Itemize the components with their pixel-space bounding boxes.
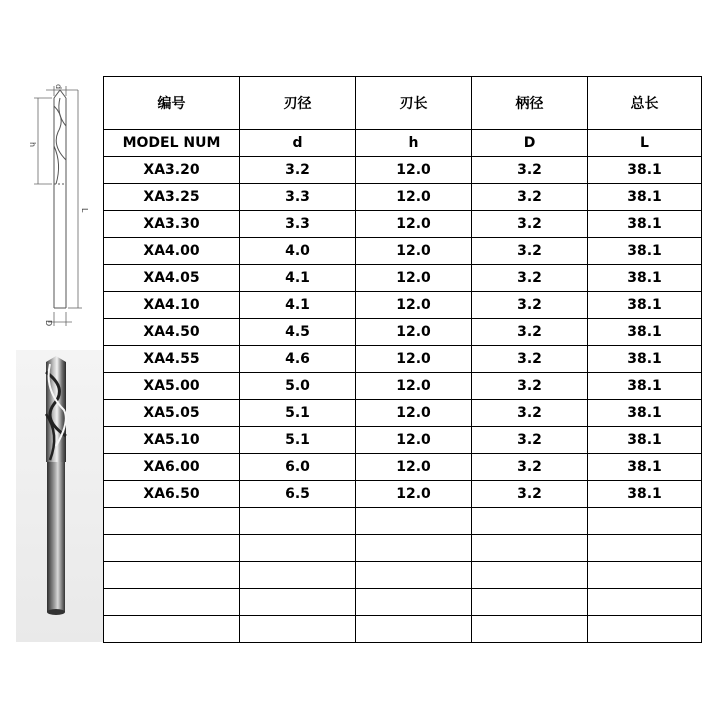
drill-photo <box>16 350 104 642</box>
model-cell: XA4.10 <box>104 292 240 319</box>
model-cell: XA3.20 <box>104 157 240 184</box>
model-cell <box>104 616 240 643</box>
shank-diameter-cell: 3.2 <box>472 211 588 238</box>
flute-length-cell: 12.0 <box>356 373 472 400</box>
table-row <box>104 265 702 292</box>
model-cell: XA5.10 <box>104 427 240 454</box>
flute-length-cell: 12.0 <box>356 292 472 319</box>
flute-length-cell <box>356 535 472 562</box>
table-row <box>104 292 702 319</box>
cutting-diameter-cell <box>240 562 356 589</box>
dim-label-L: L <box>80 208 89 213</box>
header-en-shank-diameter-cell: D <box>472 130 588 157</box>
model-cell: XA6.50 <box>104 481 240 508</box>
flute-length-cell <box>356 616 472 643</box>
dim-label-D: D <box>44 320 53 327</box>
shank-diameter-cell: 3.2 <box>472 481 588 508</box>
table-row <box>104 211 702 238</box>
header-cn-model-cell: 编号 <box>104 77 240 130</box>
drill-photo-svg <box>16 350 104 642</box>
dim-label-d: d <box>54 84 63 90</box>
model-cell: XA4.05 <box>104 265 240 292</box>
spec-table <box>103 76 702 643</box>
header-cn-flute-length-cell: 刃长 <box>356 77 472 130</box>
overall-length-cell: 38.1 <box>588 157 702 184</box>
dim-label-h: h <box>28 142 37 148</box>
cutting-diameter-cell <box>240 589 356 616</box>
overall-length-cell <box>588 535 702 562</box>
table-row <box>104 184 702 211</box>
model-cell: XA6.00 <box>104 454 240 481</box>
cutting-diameter-cell: 4.1 <box>240 265 356 292</box>
cutting-diameter-cell: 3.3 <box>240 211 356 238</box>
header-en-flute-length-cell: h <box>356 130 472 157</box>
overall-length-cell: 38.1 <box>588 454 702 481</box>
flute-length-cell: 12.0 <box>356 211 472 238</box>
drill-diagram-svg <box>16 76 104 344</box>
header-en-model-cell: MODEL NUM <box>104 130 240 157</box>
flute-length-cell: 12.0 <box>356 157 472 184</box>
table-row <box>104 157 702 184</box>
overall-length-cell: 38.1 <box>588 481 702 508</box>
shank-diameter-cell <box>472 616 588 643</box>
overall-length-cell: 38.1 <box>588 346 702 373</box>
header-en-cutting-diameter-cell: d <box>240 130 356 157</box>
cutting-diameter-cell <box>240 616 356 643</box>
overall-length-cell <box>588 589 702 616</box>
cutting-diameter-cell: 6.0 <box>240 454 356 481</box>
cutting-diameter-cell: 4.6 <box>240 346 356 373</box>
model-cell: XA5.05 <box>104 400 240 427</box>
flute-length-cell: 12.0 <box>356 454 472 481</box>
shank-diameter-cell: 3.2 <box>472 157 588 184</box>
cutting-diameter-cell <box>240 535 356 562</box>
cutting-diameter-cell <box>240 508 356 535</box>
empty-table-row <box>104 508 702 535</box>
header-en-overall-length-cell: L <box>588 130 702 157</box>
overall-length-cell: 38.1 <box>588 211 702 238</box>
flute-length-cell <box>356 562 472 589</box>
header-cn-overall-length-cell: 总长 <box>588 77 702 130</box>
flute-length-cell: 12.0 <box>356 319 472 346</box>
header-row-english <box>104 130 702 157</box>
model-cell: XA4.00 <box>104 238 240 265</box>
model-cell: XA3.30 <box>104 211 240 238</box>
empty-table-row <box>104 589 702 616</box>
model-cell: XA5.00 <box>104 373 240 400</box>
table-row <box>104 319 702 346</box>
header-cn-cutting-diameter-cell: 刃径 <box>240 77 356 130</box>
model-cell <box>104 508 240 535</box>
flute-length-cell: 12.0 <box>356 481 472 508</box>
table-row <box>104 481 702 508</box>
empty-table-row <box>104 535 702 562</box>
empty-table-row <box>104 562 702 589</box>
overall-length-cell: 38.1 <box>588 400 702 427</box>
cutting-diameter-cell: 4.1 <box>240 292 356 319</box>
shank-diameter-cell <box>472 535 588 562</box>
shank-diameter-cell: 3.2 <box>472 184 588 211</box>
overall-length-cell: 38.1 <box>588 319 702 346</box>
cutting-diameter-cell: 3.3 <box>240 184 356 211</box>
shank-diameter-cell: 3.2 <box>472 292 588 319</box>
cutting-diameter-cell: 4.0 <box>240 238 356 265</box>
shank-diameter-cell: 3.2 <box>472 319 588 346</box>
overall-length-cell <box>588 508 702 535</box>
header-row-chinese <box>104 77 702 130</box>
table-row <box>104 454 702 481</box>
table-row <box>104 346 702 373</box>
table-row <box>104 400 702 427</box>
shank-diameter-cell: 3.2 <box>472 238 588 265</box>
overall-length-cell <box>588 616 702 643</box>
cutting-diameter-cell: 5.1 <box>240 427 356 454</box>
flute-length-cell <box>356 589 472 616</box>
model-cell <box>104 535 240 562</box>
shank-diameter-cell <box>472 508 588 535</box>
shank-diameter-cell: 3.2 <box>472 454 588 481</box>
table-row <box>104 238 702 265</box>
drill-dimension-diagram <box>16 76 104 344</box>
cutting-diameter-cell: 6.5 <box>240 481 356 508</box>
shank-diameter-cell: 3.2 <box>472 265 588 292</box>
flute-length-cell <box>356 508 472 535</box>
model-cell <box>104 589 240 616</box>
shank-diameter-cell: 3.2 <box>472 373 588 400</box>
empty-table-row <box>104 616 702 643</box>
shank-diameter-cell <box>472 562 588 589</box>
overall-length-cell: 38.1 <box>588 292 702 319</box>
cutting-diameter-cell: 4.5 <box>240 319 356 346</box>
shank-diameter-cell: 3.2 <box>472 427 588 454</box>
flute-length-cell: 12.0 <box>356 184 472 211</box>
cutting-diameter-cell: 3.2 <box>240 157 356 184</box>
model-cell: XA4.55 <box>104 346 240 373</box>
flute-length-cell: 12.0 <box>356 427 472 454</box>
table-row <box>104 373 702 400</box>
shank-diameter-cell <box>472 589 588 616</box>
overall-length-cell: 38.1 <box>588 265 702 292</box>
header-cn-shank-diameter-cell: 柄径 <box>472 77 588 130</box>
model-cell: XA4.50 <box>104 319 240 346</box>
overall-length-cell: 38.1 <box>588 427 702 454</box>
overall-length-cell: 38.1 <box>588 238 702 265</box>
flute-length-cell: 12.0 <box>356 400 472 427</box>
flute-length-cell: 12.0 <box>356 346 472 373</box>
flute-length-cell: 12.0 <box>356 238 472 265</box>
shank-diameter-cell: 3.2 <box>472 400 588 427</box>
model-cell <box>104 562 240 589</box>
cutting-diameter-cell: 5.1 <box>240 400 356 427</box>
illustration-panel <box>16 76 104 642</box>
overall-length-cell: 38.1 <box>588 373 702 400</box>
overall-length-cell: 38.1 <box>588 184 702 211</box>
model-cell: XA3.25 <box>104 184 240 211</box>
flute-length-cell: 12.0 <box>356 265 472 292</box>
cutting-diameter-cell: 5.0 <box>240 373 356 400</box>
shank-diameter-cell: 3.2 <box>472 346 588 373</box>
overall-length-cell <box>588 562 702 589</box>
table-row <box>104 427 702 454</box>
